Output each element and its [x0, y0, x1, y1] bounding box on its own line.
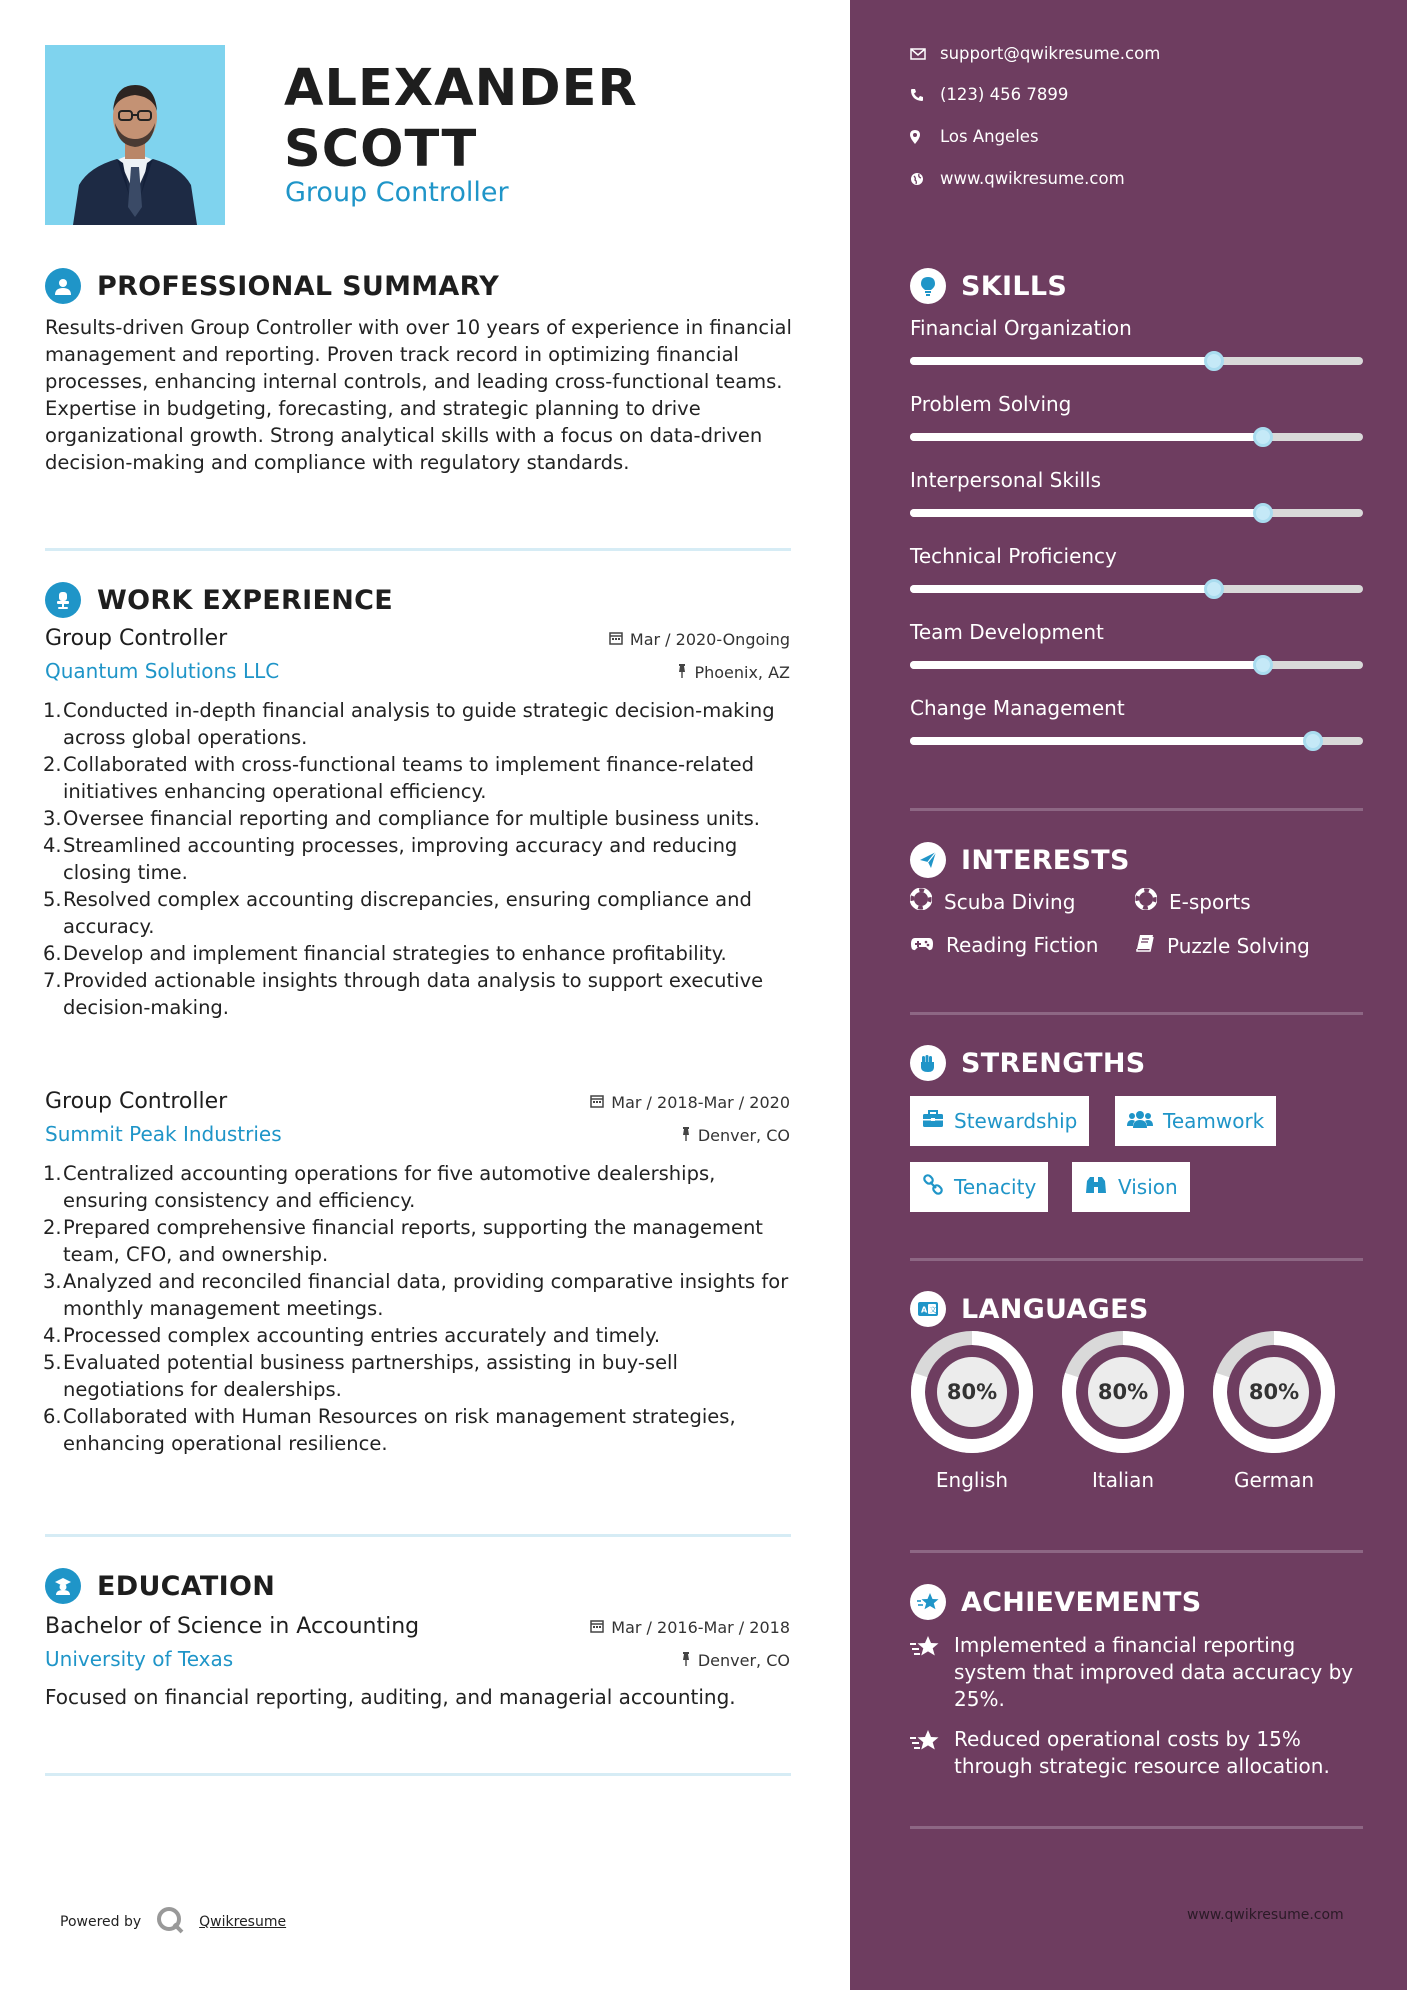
language-name: Italian — [1091, 1468, 1155, 1492]
education-heading: EDUCATION — [97, 1570, 276, 1602]
list-item: 6. Collaborated with Human Resources on risk management strategies, enhancing operational resilience. — [43, 1405, 736, 1455]
gamepad-icon — [910, 933, 946, 957]
contact-website — [910, 169, 1125, 188]
graduate-icon — [45, 1568, 81, 1604]
language-item — [910, 1330, 1034, 1492]
contact-phone — [910, 85, 1068, 104]
achievement-item: Implemented a financial reporting system that improved data accuracy by 25%. — [910, 1632, 1363, 1713]
skills-heading: SKILLS — [961, 270, 1068, 302]
list-item: 3. Oversee financial reporting and compliance for multiple business units. — [43, 807, 760, 830]
skill-bar — [910, 737, 1363, 745]
strength-badge: Tenacity — [910, 1162, 1048, 1212]
link-icon — [922, 1174, 954, 1201]
job-role: Group Controller — [45, 1089, 228, 1114]
list-item: 6. Develop and implement financial strategies to enhance profitability. — [43, 942, 727, 965]
list-item: 2. Collaborated with cross-functional teams to implement finance-related initiatives enhancing operational efficiency. — [43, 753, 755, 803]
achievements-section — [910, 1582, 1363, 1778]
skills-section — [910, 266, 1363, 720]
binoculars-icon — [1084, 1175, 1118, 1200]
footer-website[interactable]: www.qwikresume.com — [1187, 1907, 1344, 1923]
skill-name: Financial Organization — [910, 316, 1132, 340]
job-date: Mar / 2018-Mar / 2020 — [611, 1093, 790, 1112]
achievement-item: Reduced operational costs by 15% through strategic resource allocation. — [910, 1726, 1363, 1780]
lightbulb-icon — [910, 268, 946, 304]
svg-text:文: 文 — [929, 1306, 937, 1314]
divider — [910, 808, 1363, 811]
website-text[interactable]: www.qwikresume.com — [940, 169, 1125, 188]
skill-bar-fill — [910, 661, 1263, 669]
skill-bar — [910, 585, 1363, 593]
skill-item — [910, 316, 1363, 340]
degree: Bachelor of Science in Accounting — [45, 1614, 420, 1639]
contact-email — [910, 44, 1160, 63]
skill-bar-knob — [1253, 427, 1273, 447]
education-description: Focused on financial reporting, auditing, and managerial accounting. — [45, 1685, 736, 1709]
language-percent: 80% — [1097, 1380, 1149, 1404]
location-text: Los Angeles — [940, 127, 1039, 146]
interest-item: Reading Fiction — [910, 933, 1098, 957]
job-date: Mar / 2020-Ongoing — [629, 630, 790, 649]
translate-icon — [910, 1291, 946, 1327]
qwikresume-logo-icon — [155, 1905, 185, 1939]
interest-item: Puzzle Solving — [1135, 933, 1310, 958]
list-item: 1. Centralized accounting operations for five automotive dealerships, ensuring consistency and efficiency. — [43, 1162, 716, 1212]
work-heading: WORK EXPERIENCE — [97, 584, 393, 616]
star-icon — [910, 1726, 954, 1780]
language-ring — [1061, 1330, 1185, 1454]
skill-bar-fill — [910, 357, 1214, 365]
envelope-icon — [910, 48, 940, 60]
list-item: 4. Streamlined accounting processes, improving accuracy and reducing closing time. — [43, 834, 738, 884]
skill-item — [910, 620, 1363, 644]
candidate-title: Group Controller — [285, 177, 509, 208]
list-item: 5. Evaluated potential business partnerships, assisting in buy-sell negotiations for dealerships. — [43, 1351, 678, 1401]
skill-bar-fill — [910, 585, 1214, 593]
job-location: Denver, CO — [697, 1126, 790, 1145]
calendar-icon — [590, 1618, 611, 1637]
skill-item — [910, 696, 1363, 720]
sidebar — [850, 0, 1407, 1990]
fist-icon — [910, 1045, 946, 1081]
location-pin-icon — [910, 130, 940, 144]
first-name: ALEXANDER — [284, 59, 638, 118]
interests-section — [910, 840, 1363, 958]
skill-bar — [910, 433, 1363, 441]
summary-heading: PROFESSIONAL SUMMARY — [97, 270, 500, 302]
divider — [910, 1012, 1363, 1015]
interests-heading: INTERESTS — [961, 844, 1130, 876]
skill-item — [910, 544, 1363, 568]
education-section — [45, 1566, 790, 1709]
language-ring — [910, 1330, 1034, 1454]
list-item: 2. Prepared comprehensive financial reports, supporting the management team, CFO, and ownership. — [43, 1216, 763, 1266]
summary-text: Results-driven Group Controller with over 10 years of experience in financial management and reporting. Proven track record in optimizing financial processes, enhancing internal controls, and leading cross-functional teams. Expertise in budgeting, forecasting, and strategic planning to drive organizational growth. Strong analytical skills with a focus on data-driven decision-making and compliance with regulatory standards. — [45, 316, 792, 474]
phone-text: (123) 456 7899 — [940, 85, 1069, 104]
skill-bar-knob — [1204, 579, 1224, 599]
skill-name: Problem Solving — [910, 392, 1072, 416]
school-name: University of Texas — [45, 1647, 234, 1671]
job-role: Group Controller — [45, 626, 228, 651]
job-entry — [45, 1089, 790, 1457]
strength-badge: Stewardship — [910, 1096, 1089, 1146]
divider — [45, 548, 791, 551]
lifebuoy-icon — [1135, 888, 1169, 915]
divider — [910, 1258, 1363, 1261]
user-icon — [45, 268, 81, 304]
list-item: 5. Resolved complex accounting discrepancies, ensuring compliance and accuracy. — [43, 888, 752, 938]
divider — [910, 1550, 1363, 1553]
star-badge-icon — [910, 1584, 946, 1620]
skill-bar-fill — [910, 737, 1313, 745]
list-item: 1. Conducted in-depth financial analysis to guide strategic decision-making across global operations. — [43, 699, 775, 749]
skill-name: Team Development — [910, 620, 1104, 644]
profile-photo — [45, 45, 225, 225]
language-item — [1212, 1330, 1336, 1492]
skill-name: Interpersonal Skills — [910, 468, 1102, 492]
interest-item: Scuba Diving — [910, 888, 1075, 915]
list-item: 7. Provided actionable insights through data analysis to support executive decision-making. — [43, 969, 764, 1019]
job-bullets — [45, 1160, 790, 1457]
pin-icon — [677, 663, 694, 682]
paper-plane-icon — [910, 842, 946, 878]
contact-location — [910, 127, 1039, 146]
languages-section — [910, 1289, 1363, 1329]
interest-item: E-sports — [1135, 888, 1251, 915]
list-item: 3. Analyzed and reconciled financial data, providing comparative insights for monthly management meetings. — [43, 1270, 789, 1320]
education-location: Denver, CO — [697, 1651, 790, 1670]
last-name: SCOTT — [284, 120, 478, 179]
language-name: English — [935, 1468, 1009, 1492]
book-icon — [1135, 933, 1167, 958]
job-bullets — [45, 697, 790, 1021]
office-chair-icon — [45, 582, 81, 618]
svg-text:A: A — [921, 1305, 928, 1315]
brand-link[interactable]: Qwikresume — [199, 1914, 287, 1930]
skill-item — [910, 392, 1363, 416]
divider — [45, 1773, 791, 1776]
summary-section — [45, 266, 790, 476]
language-percent: 80% — [1248, 1380, 1300, 1404]
calendar-icon — [609, 630, 630, 649]
skill-bar-knob — [1253, 655, 1273, 675]
skill-item — [910, 468, 1363, 492]
skill-bar-fill — [910, 433, 1263, 441]
skill-bar — [910, 509, 1363, 517]
language-item — [1061, 1330, 1185, 1492]
list-item: 4. Processed complex accounting entries accurately and timely. — [43, 1324, 661, 1347]
briefcase-icon — [922, 1109, 954, 1133]
company-name: Quantum Solutions LLC — [45, 659, 280, 683]
pin-icon — [681, 1126, 698, 1145]
divider — [910, 1826, 1363, 1829]
skill-bar-knob — [1303, 731, 1323, 751]
divider — [45, 1534, 791, 1537]
strengths-section — [910, 1043, 1363, 1199]
language-name: German — [1233, 1468, 1315, 1492]
strength-badge: Vision — [1072, 1162, 1190, 1212]
calendar-icon — [590, 1093, 611, 1112]
skill-name: Change Management — [910, 696, 1125, 720]
strength-badge: Teamwork — [1115, 1096, 1276, 1146]
skill-bar-fill — [910, 509, 1263, 517]
education-date: Mar / 2016-Mar / 2018 — [611, 1618, 790, 1637]
lifebuoy-icon — [910, 888, 944, 915]
skill-bar-knob — [1204, 351, 1224, 371]
skill-bar-knob — [1253, 503, 1273, 523]
email-text[interactable]: support@qwikresume.com — [940, 44, 1161, 63]
job-entry — [45, 626, 790, 1021]
languages-heading: LANGUAGES — [961, 1293, 1149, 1325]
phone-icon — [910, 88, 940, 102]
skill-bar — [910, 661, 1363, 669]
powered-by-label: Powered by — [60, 1914, 142, 1930]
powered-by — [60, 1905, 286, 1939]
pin-icon — [681, 1651, 698, 1670]
company-name: Summit Peak Industries — [45, 1122, 282, 1146]
globe-icon — [910, 172, 940, 186]
skill-bar — [910, 357, 1363, 365]
users-icon — [1127, 1109, 1163, 1134]
language-ring — [1212, 1330, 1336, 1454]
star-icon — [910, 1632, 954, 1713]
strengths-heading: STRENGTHS — [961, 1047, 1146, 1079]
candidate-name — [284, 58, 638, 180]
language-percent: 80% — [946, 1380, 998, 1404]
job-location: Phoenix, AZ — [694, 663, 790, 682]
achievements-heading: ACHIEVEMENTS — [961, 1586, 1202, 1618]
work-section — [45, 580, 790, 620]
skill-name: Technical Proficiency — [910, 544, 1117, 568]
